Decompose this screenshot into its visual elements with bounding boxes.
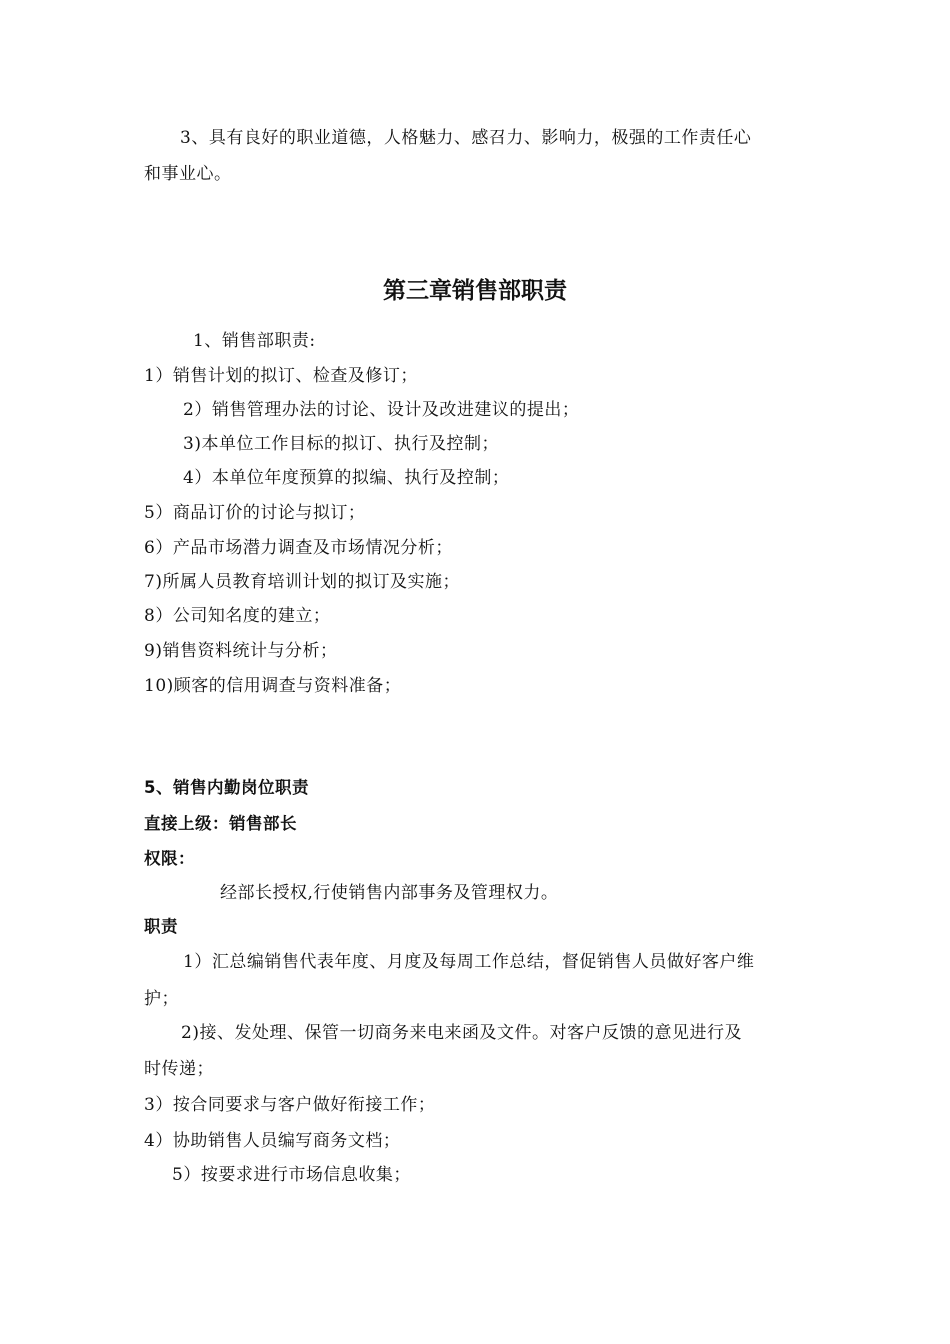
- dept-duty-item: 6）产品市场潜力调查及市场情况分析；: [144, 538, 453, 558]
- dept-duty-item: 8）公司知名度的建立；: [144, 606, 331, 626]
- intro-item-3-line-1: 3、具有良好的职业道德，人格魅力、感召力、影响力，极强的工作责任心: [180, 128, 752, 148]
- dept-duty-item: 3)本单位工作目标的拟订、执行及控制；: [183, 434, 499, 454]
- position-duty-4: 4）协助销售人员编写商务文档；: [144, 1131, 401, 1151]
- position-duty-1-line-2: 护；: [144, 989, 179, 1009]
- authority-label: 权限：: [144, 849, 195, 868]
- chapter-title: 第三章销售部职责: [383, 278, 567, 304]
- dept-duty-item: 10)顾客的信用调查与资料准备；: [144, 676, 402, 696]
- dept-duty-item: 1）销售计划的拟订、检查及修订；: [144, 366, 418, 386]
- dept-duty-item: 5）商品订价的讨论与拟订；: [144, 503, 366, 523]
- intro-item-3-line-2: 和事业心。: [144, 164, 232, 184]
- position-title: 5、销售内勤岗位职责: [144, 778, 309, 797]
- dept-duty-item: 2）销售管理办法的讨论、设计及改进建议的提出；: [183, 400, 580, 420]
- duties-label: 职责: [144, 917, 178, 936]
- position-duty-2-line-2: 时传递；: [144, 1059, 214, 1079]
- dept-duty-item: 7)所属人员教育培训计划的拟订及实施；: [144, 572, 460, 592]
- position-duty-1-line-1: 1）汇总编销售代表年度、月度及每周工作总结，督促销售人员做好客户维: [183, 952, 755, 972]
- authority-text: 经部长授权,行使销售内部事务及管理权力。: [220, 883, 559, 903]
- position-duty-5: 5）按要求进行市场信息收集；: [172, 1165, 411, 1185]
- dept-duty-item: 4）本单位年度预算的拟编、执行及控制；: [183, 468, 510, 488]
- position-duty-3: 3）按合同要求与客户做好衔接工作；: [144, 1095, 436, 1115]
- dept-duties-heading: 1、销售部职责:: [193, 331, 316, 351]
- position-superior: 直接上级：销售部长: [144, 814, 297, 833]
- position-duty-2-line-1: 2)接、发处理、保管一切商务来电来函及文件。对客户反馈的意见进行及: [181, 1023, 742, 1043]
- dept-duty-item: 9)销售资料统计与分析；: [144, 641, 338, 661]
